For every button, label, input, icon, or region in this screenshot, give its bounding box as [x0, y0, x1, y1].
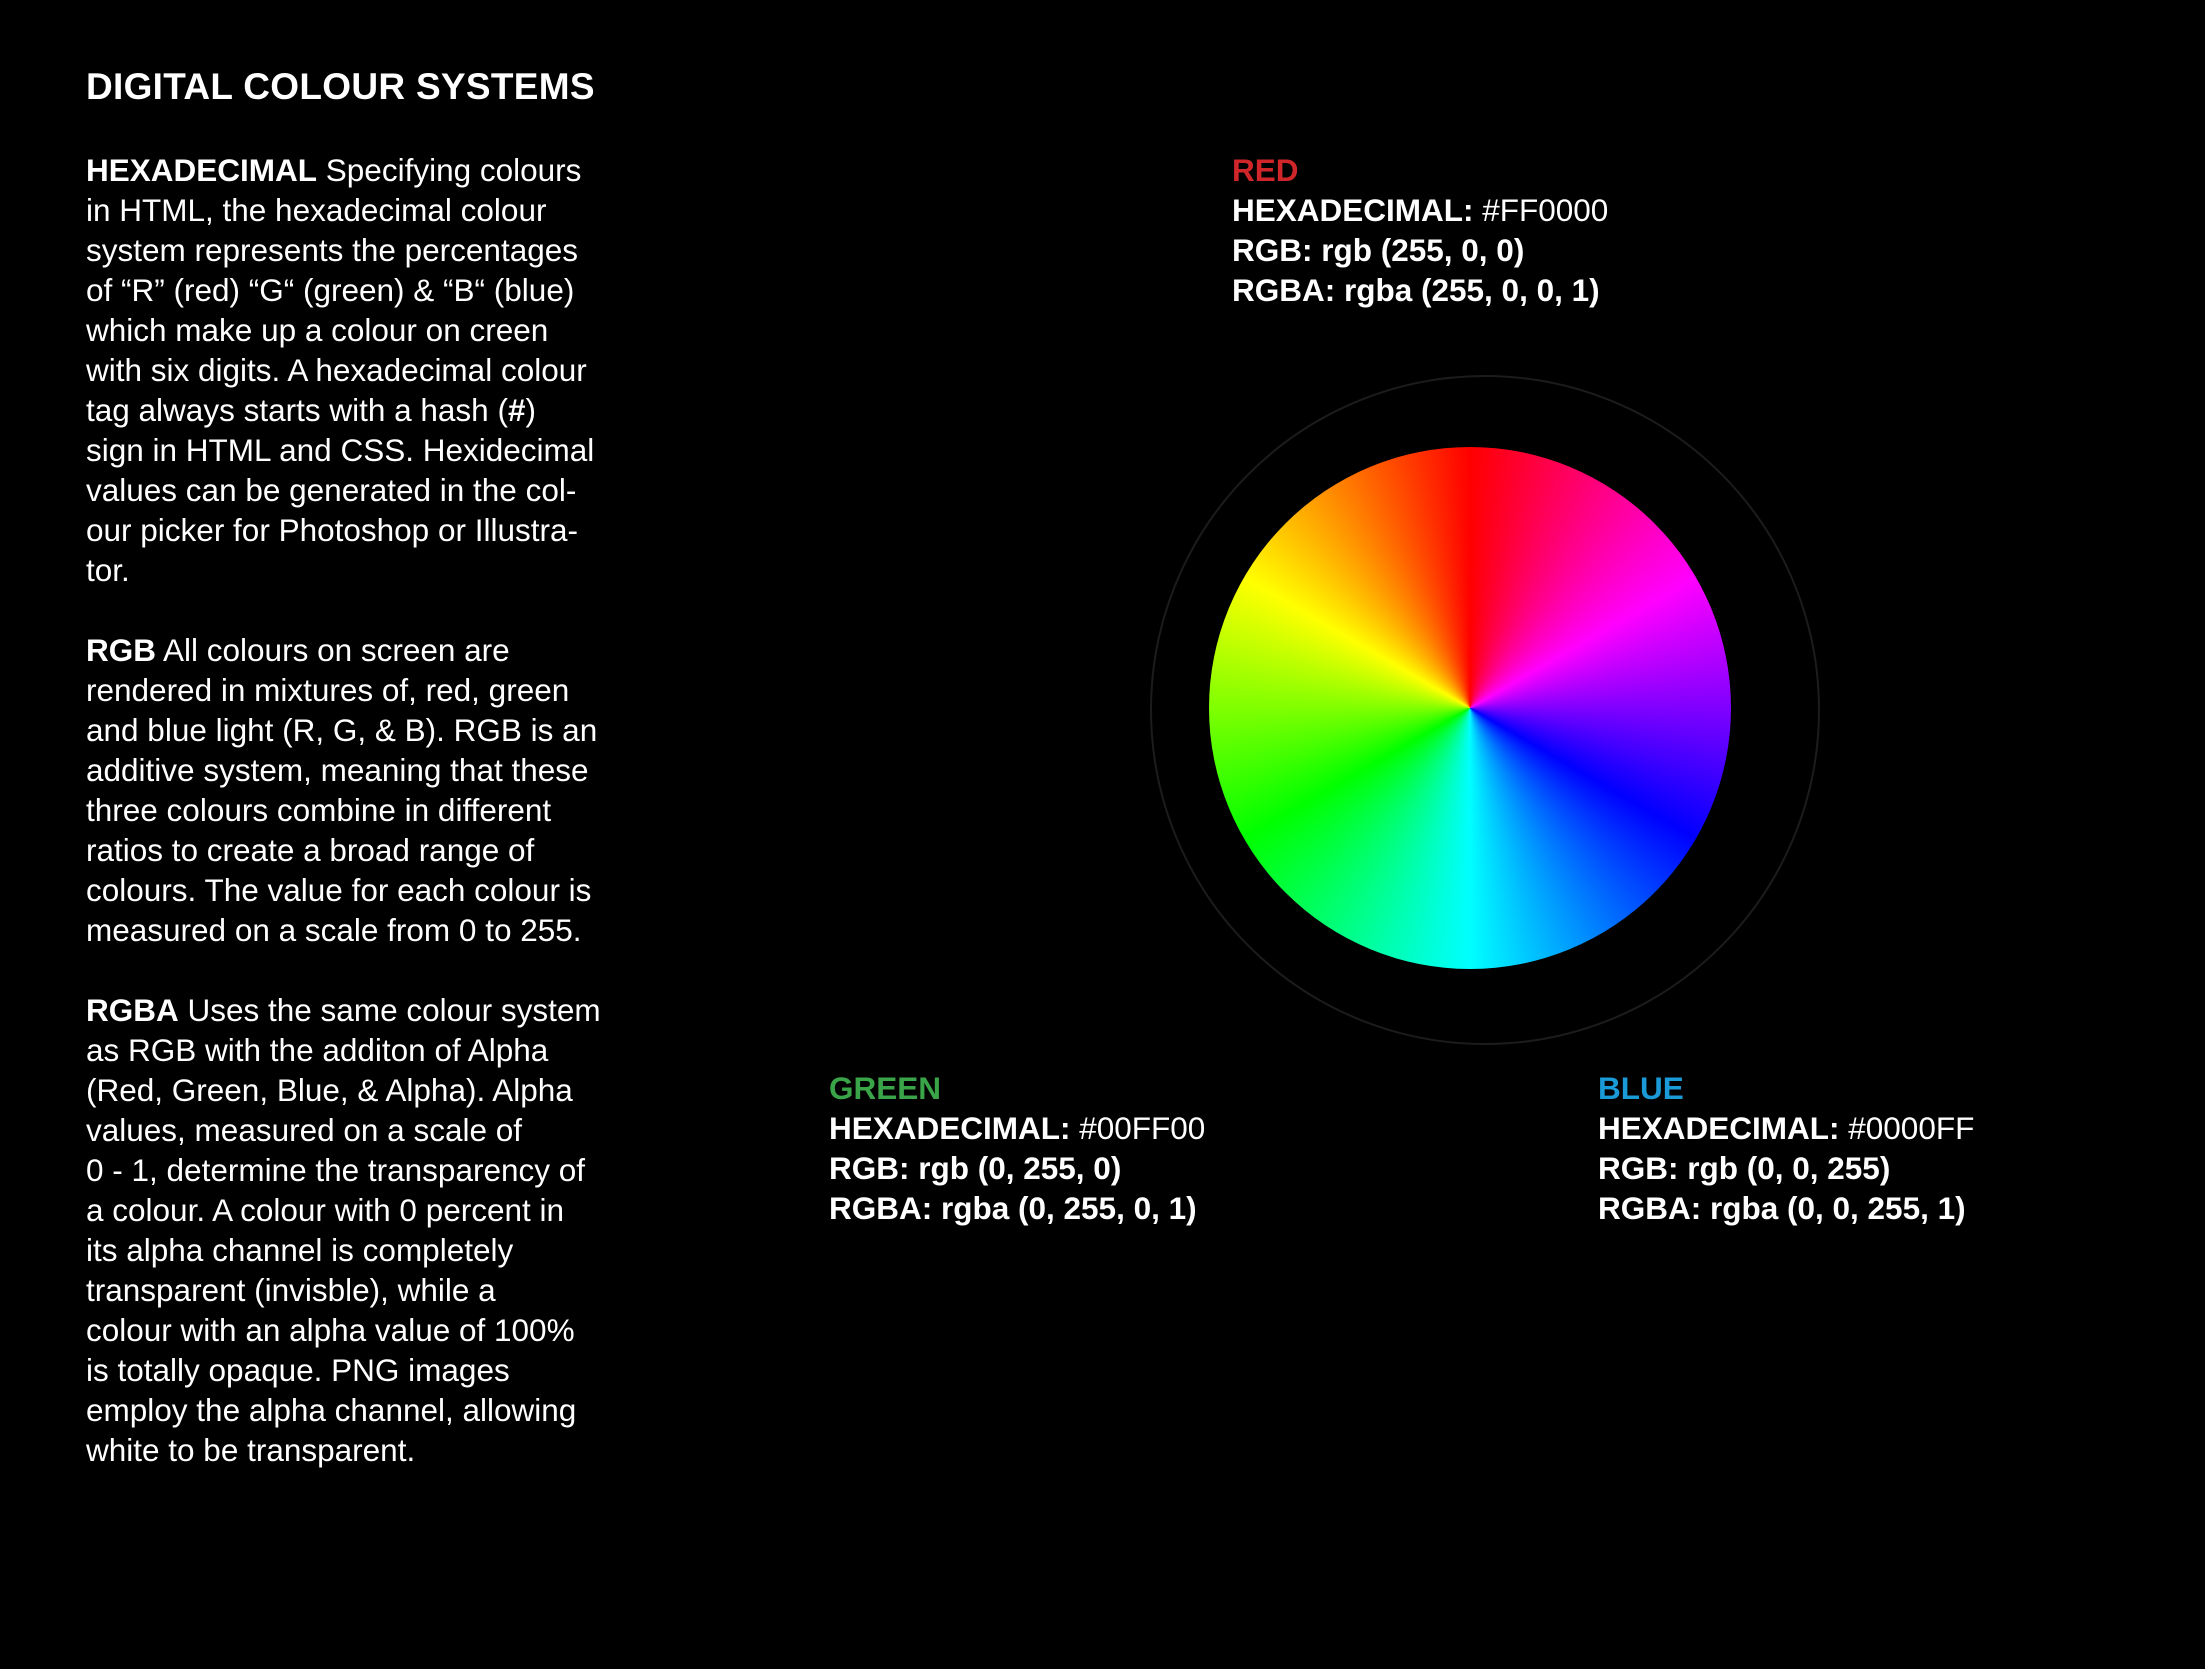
- blue-rgba-row: RGBA: rgba (0, 0, 255, 1): [1598, 1190, 1966, 1226]
- hex-line-8: values can be generated in the col-: [86, 472, 577, 508]
- blue-rgb-row: RGB: rgb (0, 0, 255): [1598, 1150, 1891, 1186]
- green-hex-row: [829, 1108, 1205, 1148]
- red-hex-label: HEXADECIMAL:: [1232, 192, 1474, 228]
- hex-line-1: in HTML, the hexadecimal colour: [86, 192, 547, 228]
- colour-wheel-container: [1150, 375, 1820, 1045]
- rgba-line-11: white to be transparent.: [86, 1432, 416, 1468]
- hex-line-7: sign in HTML and CSS. Hexidecimal: [86, 432, 595, 468]
- rgb-line-3: additive system, meaning that these: [86, 752, 589, 788]
- rgb-line-6: colours. The value for each colour is: [86, 872, 592, 908]
- hex-line-6-end: ): [525, 392, 536, 428]
- rgba-line-1: as RGB with the additon of Alpha: [86, 1032, 549, 1068]
- page-title: DIGITAL COLOUR SYSTEMS: [86, 66, 595, 107]
- red-hex-value: #FF0000: [1473, 192, 1609, 228]
- green-rgba-row: RGBA: rgba (0, 255, 0, 1): [829, 1190, 1197, 1226]
- red-info-block: [1232, 150, 1608, 310]
- colour-wheel: [1209, 447, 1731, 969]
- description-column: [86, 150, 646, 1510]
- blue-heading: BLUE: [1598, 1070, 1684, 1106]
- rgba-line-3: values, measured on a scale of: [86, 1112, 523, 1148]
- rgba-line-4: 0 - 1, determine the transparency of: [86, 1152, 586, 1188]
- green-heading: GREEN: [829, 1070, 942, 1106]
- rgba-line-8: colour with an alpha value of 100%: [86, 1312, 575, 1348]
- red-heading: RED: [1232, 152, 1299, 188]
- red-rgba-row: RGBA: rgba (255, 0, 0, 1): [1232, 272, 1600, 308]
- blue-hex-label: HEXADECIMAL:: [1598, 1110, 1840, 1146]
- rgb-line-5: ratios to create a broad range of: [86, 832, 535, 868]
- red-hex-row: [1232, 190, 1608, 230]
- rgb-line-4: three colours combine in different: [86, 792, 552, 828]
- rgba-line-6: its alpha channel is completely: [86, 1232, 514, 1268]
- hex-line-3: of “R” (red) “G“ (green) & “B“ (blue): [86, 272, 575, 308]
- rgba-line-7: transparent (invisble), while a: [86, 1272, 496, 1308]
- blue-hex-row: [1598, 1108, 1974, 1148]
- rgba-line-5: a colour. A colour with 0 percent in: [86, 1192, 565, 1228]
- rgba-line-9: is totally opaque. PNG images: [86, 1352, 510, 1388]
- green-hex-value: #00FF00: [1070, 1110, 1206, 1146]
- hexadecimal-term: HEXADECIMAL: [86, 152, 318, 188]
- hex-line-6: tag always starts with a hash (: [86, 392, 508, 428]
- hex-line-9: our picker for Photoshop or Illustra-: [86, 512, 578, 548]
- hash-symbol: #: [507, 392, 526, 428]
- blue-hex-value: #0000FF: [1839, 1110, 1975, 1146]
- rgba-term: RGBA: [86, 992, 179, 1028]
- rgb-term: RGB: [86, 632, 156, 668]
- hex-line-4: which make up a colour on creen: [86, 312, 549, 348]
- rgb-line-1: rendered in mixtures of, red, green: [86, 672, 570, 708]
- hex-line-2: system represents the percentages: [86, 232, 579, 268]
- blue-info-block: [1598, 1068, 1974, 1228]
- green-hex-label: HEXADECIMAL:: [829, 1110, 1071, 1146]
- hexadecimal-paragraph: [86, 150, 646, 590]
- rgb-line-2: and blue light (R, G, & B). RGB is an: [86, 712, 598, 748]
- green-rgb-row: RGB: rgb (0, 255, 0): [829, 1150, 1122, 1186]
- rgb-line-7: measured on a scale from 0 to 255.: [86, 912, 582, 948]
- red-rgb-row: RGB: rgb (255, 0, 0): [1232, 232, 1525, 268]
- hex-line-0: Specifying colours: [317, 152, 582, 188]
- rgb-paragraph: [86, 630, 646, 950]
- hex-line-10: tor.: [86, 552, 130, 588]
- hex-line-5: with six digits. A hexadecimal colour: [86, 352, 587, 388]
- rgba-paragraph: [86, 990, 646, 1470]
- green-info-block: [829, 1068, 1205, 1228]
- rgba-line-0: Uses the same colour system: [178, 992, 601, 1028]
- rgb-line-0: All colours on screen are: [156, 632, 510, 668]
- rgba-line-10: employ the alpha channel, allowing: [86, 1392, 577, 1428]
- rgba-line-2: (Red, Green, Blue, & Alpha). Alpha: [86, 1072, 573, 1108]
